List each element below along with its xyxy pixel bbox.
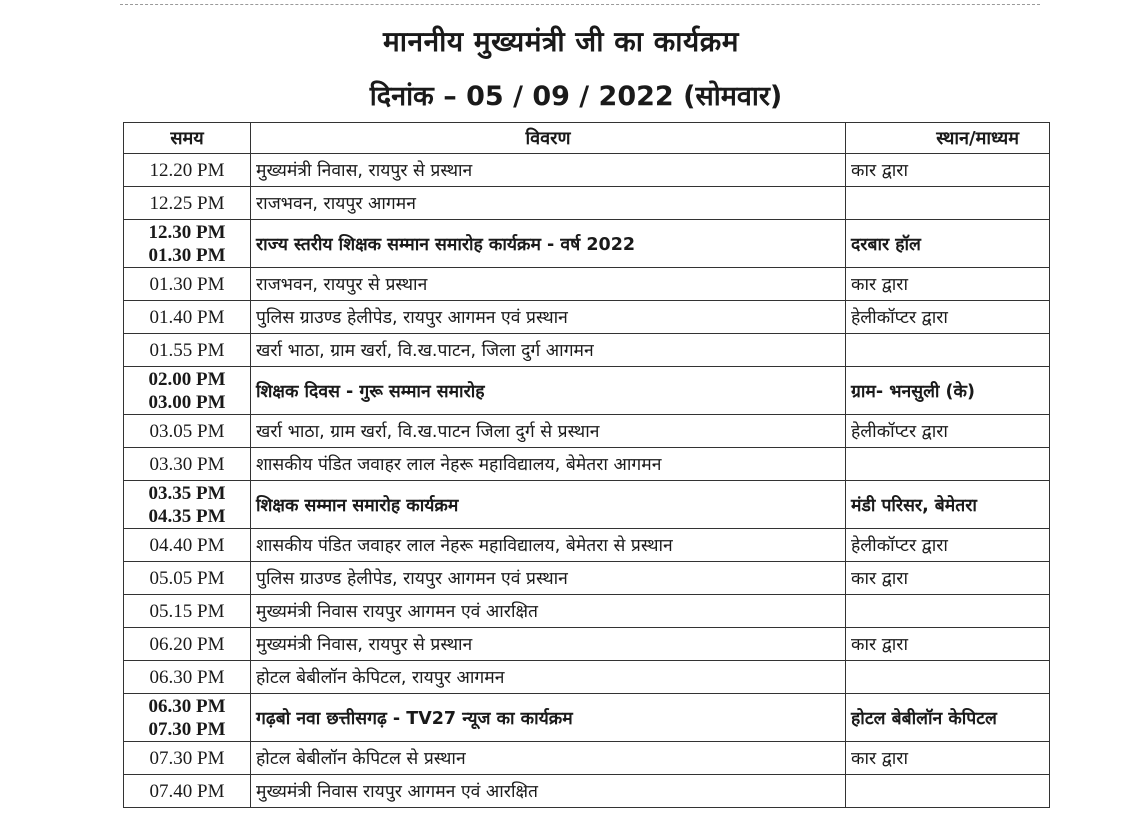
time-cell [124, 529, 251, 562]
start-time: 05.05 PM [149, 567, 225, 589]
time-cell [124, 775, 251, 808]
time-cell [124, 742, 251, 775]
time-cell [124, 220, 251, 268]
place-cell: कार द्वारा [846, 154, 1050, 187]
time-cell [124, 154, 251, 187]
description-cell: राजभवन, रायपुर से प्रस्थान [251, 268, 846, 301]
time-cell [124, 562, 251, 595]
place-cell: मंडी परिसर, बेमेतरा [846, 481, 1050, 529]
time-cell [124, 448, 251, 481]
description-cell: मुख्यमंत्री निवास, रायपुर से प्रस्थान [251, 628, 846, 661]
place-cell: कार द्वारा [846, 268, 1050, 301]
table-row [124, 775, 1050, 808]
end-time: 04.35 PM [148, 505, 226, 527]
start-time: 06.20 PM [149, 633, 225, 655]
place-cell: हेलीकॉप्टर द्वारा [846, 415, 1050, 448]
time-cell [124, 268, 251, 301]
page-title: माननीय मुख्यमंत्री जी का कार्यक्रम [383, 25, 739, 58]
table-row [124, 529, 1050, 562]
start-time: 12.30 PM [148, 221, 226, 243]
table-row [124, 481, 1050, 529]
start-time: 07.40 PM [149, 780, 225, 802]
start-time: 01.30 PM [149, 273, 225, 295]
description-cell: खर्रा भाठा, ग्राम खर्रा, वि.ख.पाटन जिला दुर्ग से प्रस्थान [251, 415, 846, 448]
end-time: 07.30 PM [148, 718, 226, 740]
description-cell: राज्य स्तरीय शिक्षक सम्मान समारोह कार्यक्रम - वर्ष 2022 [251, 220, 846, 268]
description-cell: शिक्षक सम्मान समारोह कार्यक्रम [251, 481, 846, 529]
schedule-rows [124, 154, 1050, 808]
place-cell: कार द्वारा [846, 742, 1050, 775]
table-row [124, 334, 1050, 367]
table-row [124, 367, 1050, 415]
start-time: 03.30 PM [149, 453, 225, 475]
description-cell: शासकीय पंडित जवाहर लाल नेहरू महाविद्यालय, बेमेतरा आगमन [251, 448, 846, 481]
table-row [124, 301, 1050, 334]
time-cell [124, 694, 251, 742]
column-header-place: स्थान/माध्यम [846, 123, 1050, 154]
start-time: 03.05 PM [149, 420, 225, 442]
description-cell: पुलिस ग्राउण्ड हेलीपेड, रायपुर आगमन एवं प्रस्थान [251, 301, 846, 334]
description-cell: गढ़बो नवा छत्तीसगढ़ - TV27 न्यूज का कार्यक्रम [251, 694, 846, 742]
table-row [124, 595, 1050, 628]
place-cell: कार द्वारा [846, 562, 1050, 595]
start-time: 06.30 PM [149, 666, 225, 688]
description-cell: मुख्यमंत्री निवास, रायपुर से प्रस्थान [251, 154, 846, 187]
start-time: 07.30 PM [149, 747, 225, 769]
table-row [124, 661, 1050, 694]
description-cell: मुख्यमंत्री निवास रायपुर आगमन एवं आरक्षित [251, 775, 846, 808]
place-cell [846, 187, 1050, 220]
time-cell [124, 628, 251, 661]
time-cell [124, 481, 251, 529]
start-time: 01.55 PM [149, 339, 225, 361]
place-cell: ग्राम- भनसुली (के) [846, 367, 1050, 415]
time-cell [124, 187, 251, 220]
time-cell [124, 661, 251, 694]
place-cell [846, 595, 1050, 628]
schedule-table [123, 122, 1050, 808]
table-row [124, 220, 1050, 268]
table-row [124, 448, 1050, 481]
description-cell: मुख्यमंत्री निवास रायपुर आगमन एवं आरक्षित [251, 595, 846, 628]
place-cell: हेलीकॉप्टर द्वारा [846, 529, 1050, 562]
table-row [124, 268, 1050, 301]
start-time: 12.25 PM [149, 192, 225, 214]
place-cell [846, 775, 1050, 808]
table-row [124, 694, 1050, 742]
table-row [124, 187, 1050, 220]
table-row [124, 628, 1050, 661]
time-cell [124, 367, 251, 415]
time-cell [124, 334, 251, 367]
top-dashed-rule [120, 4, 1040, 5]
place-cell [846, 661, 1050, 694]
end-time: 03.00 PM [148, 391, 226, 413]
table-row [124, 154, 1050, 187]
table-row [124, 415, 1050, 448]
place-cell: होटल बेबीलॉन केपिटल [846, 694, 1050, 742]
table-header-row [124, 123, 1050, 154]
description-cell: पुलिस ग्राउण्ड हेलीपेड, रायपुर आगमन एवं प्रस्थान [251, 562, 846, 595]
description-cell: राजभवन, रायपुर आगमन [251, 187, 846, 220]
start-time: 06.30 PM [148, 695, 226, 717]
time-cell [124, 595, 251, 628]
start-time: 02.00 PM [148, 368, 226, 390]
description-cell: होटल बेबीलॉन केपिटल से प्रस्थान [251, 742, 846, 775]
place-cell [846, 334, 1050, 367]
date-line: दिनांक – 05 / 09 / 2022 (सोमवार) [369, 81, 783, 112]
place-cell [846, 448, 1050, 481]
column-header-description: विवरण [251, 123, 846, 154]
start-time: 03.35 PM [148, 482, 226, 504]
place-cell: हेलीकॉप्टर द्वारा [846, 301, 1050, 334]
description-cell: शासकीय पंडित जवाहर लाल नेहरू महाविद्यालय, बेमेतरा से प्रस्थान [251, 529, 846, 562]
time-cell [124, 301, 251, 334]
start-time: 04.40 PM [149, 534, 225, 556]
start-time: 01.40 PM [149, 306, 225, 328]
column-header-time: समय [124, 123, 251, 154]
time-cell [124, 415, 251, 448]
table-row [124, 562, 1050, 595]
description-cell: शिक्षक दिवस - गुरू सम्मान समारोह [251, 367, 846, 415]
table-row [124, 742, 1050, 775]
description-cell: खर्रा भाठा, ग्राम खर्रा, वि.ख.पाटन, जिला दुर्ग आगमन [251, 334, 846, 367]
description-cell: होटल बेबीलॉन केपिटल, रायपुर आगमन [251, 661, 846, 694]
start-time: 12.20 PM [149, 159, 225, 181]
end-time: 01.30 PM [148, 244, 226, 266]
place-cell: दरबार हॉल [846, 220, 1050, 268]
place-cell: कार द्वारा [846, 628, 1050, 661]
start-time: 05.15 PM [149, 600, 225, 622]
